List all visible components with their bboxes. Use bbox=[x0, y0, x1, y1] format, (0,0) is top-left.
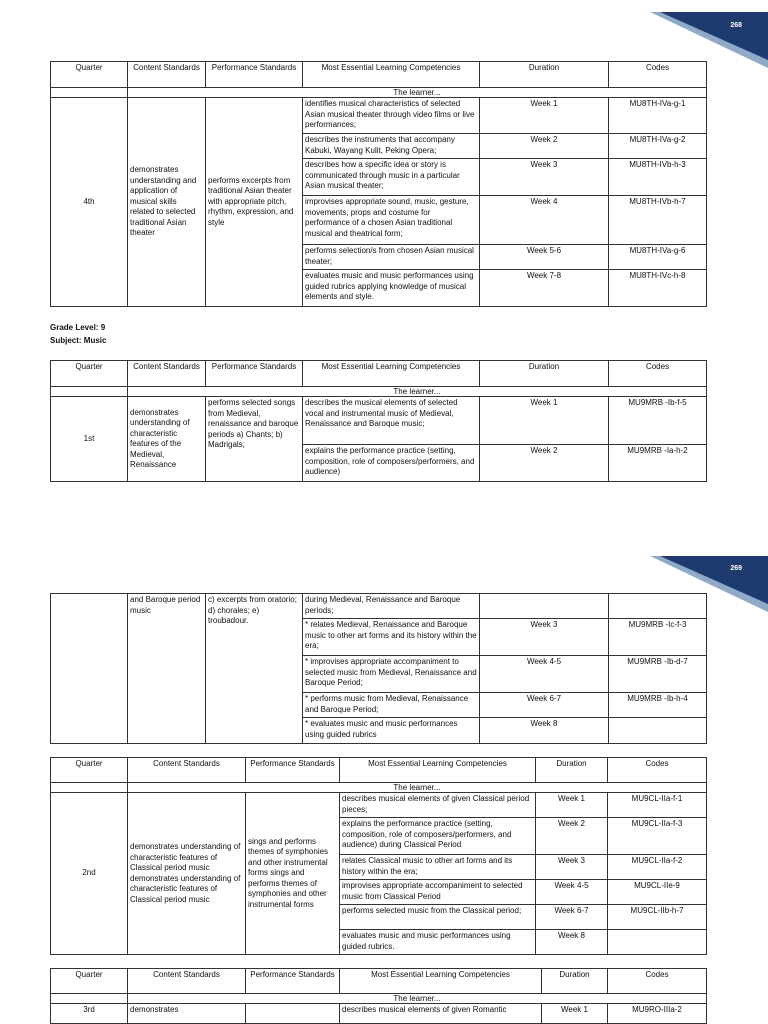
melc-cell: explains the performance practice (setting, composition, role of composers/performers, and audience) during Classical Period bbox=[340, 818, 536, 855]
header-quarter: Quarter bbox=[51, 361, 128, 387]
duration-cell: Week 1 bbox=[542, 1004, 608, 1024]
duration-cell: Week 2 bbox=[536, 818, 608, 855]
code-cell: MU8TH-IVb-h-7 bbox=[609, 196, 707, 245]
duration-cell: Week 1 bbox=[536, 793, 608, 818]
header-content-standards: Content Standards bbox=[128, 969, 246, 994]
page-number: 269 bbox=[730, 565, 742, 572]
melc-cell: * improvises appropriate accompaniment to selected music from Medieval, Renaissance and Baroque Period; bbox=[303, 656, 480, 693]
duration-cell: Week 7-8 bbox=[480, 270, 609, 307]
code-cell: MU9MRB -Ib-f-5 bbox=[609, 397, 707, 445]
melc-cell: * relates Medieval, Renaissance and Baroque music to other art forms and its history within the era; bbox=[303, 619, 480, 656]
code-cell: MU9CL-IIa-f-1 bbox=[608, 793, 707, 818]
quarter-cell: 1st bbox=[51, 397, 128, 482]
performance-standard: performs excerpts from traditional Asian theater with appropriate pitch, rhythm, expression, and style bbox=[206, 98, 303, 307]
duration-cell: Week 3 bbox=[480, 159, 609, 196]
header-quarter: Quarter bbox=[51, 62, 128, 88]
grade9-q3-table bbox=[50, 968, 707, 1024]
duration-cell: Week 3 bbox=[536, 855, 608, 880]
duration-cell: Week 4 bbox=[480, 196, 609, 245]
melc-cell: evaluates music and music performances using guided rubrics. bbox=[340, 930, 536, 955]
performance-standard bbox=[246, 1004, 340, 1024]
content-standard: demonstrates understanding of characteristic features of the Medieval, Renaissance bbox=[128, 397, 206, 482]
content-standard: demonstrates bbox=[128, 1004, 246, 1024]
melc-cell: describes how a specific idea or story is communicated through music in a particular Asian musical theater; bbox=[303, 159, 480, 196]
duration-cell: Week 8 bbox=[480, 718, 609, 744]
blank-cell bbox=[51, 88, 128, 98]
page-corner-tab bbox=[650, 12, 768, 68]
code-cell: MU9CL-IIe-9 bbox=[608, 880, 707, 905]
melc-cell: performs selected music from the Classical period; bbox=[340, 905, 536, 930]
content-standard: and Baroque period music bbox=[128, 594, 206, 744]
performance-standard: c) excerpts from oratorio; d) chorales; e) troubadour. bbox=[206, 594, 303, 744]
header-codes: Codes bbox=[608, 969, 707, 994]
code-cell bbox=[609, 718, 707, 744]
duration-cell: Week 4-5 bbox=[536, 880, 608, 905]
melc-cell: describes the instruments that accompany Kabuki, Wayang Kulit, Peking Opera; bbox=[303, 134, 480, 159]
duration-cell: Week 8 bbox=[536, 930, 608, 955]
header-quarter: Quarter bbox=[51, 969, 128, 994]
header-melc: Most Essential Learning Competencies bbox=[303, 62, 480, 88]
duration-cell: Week 2 bbox=[480, 134, 609, 159]
header-codes: Codes bbox=[608, 758, 707, 783]
header-codes: Codes bbox=[609, 361, 707, 387]
duration-cell: Week 6-7 bbox=[536, 905, 608, 930]
code-cell: MU9MRB -Ia-h-2 bbox=[609, 445, 707, 482]
header-content-standards: Content Standards bbox=[128, 361, 206, 387]
grade9-q2-table bbox=[50, 757, 707, 955]
code-cell: MU9CL-IIa-f-2 bbox=[608, 855, 707, 880]
blank-cell bbox=[51, 387, 128, 397]
header-performance-standards: Performance Standards bbox=[206, 62, 303, 88]
melc-cell: during Medieval, Renaissance and Baroque periods; bbox=[303, 594, 480, 619]
code-cell: MU9MRB -Ib-h-4 bbox=[609, 693, 707, 718]
duration-cell: Week 6-7 bbox=[480, 693, 609, 718]
content-standard: demonstrates understanding and application of musical skills related to selected traditional Asian theater bbox=[128, 98, 206, 307]
code-cell: MU8TH-IVa-g-1 bbox=[609, 98, 707, 134]
grade9-q1-continued-table bbox=[50, 593, 707, 744]
blank-cell bbox=[51, 783, 128, 793]
duration-cell: Week 3 bbox=[480, 619, 609, 656]
header-melc: Most Essential Learning Competencies bbox=[340, 758, 536, 783]
header-duration: Duration bbox=[536, 758, 608, 783]
melc-cell: improvises appropriate accompaniment to selected music from Classical Period bbox=[340, 880, 536, 905]
content-standard: demonstrates understanding of characteristic features of Classical period music demonstrates understanding of characteristic features of Classical period music bbox=[128, 793, 246, 955]
subject-label: Subject: Music bbox=[50, 336, 107, 345]
code-cell: MU9CL-IIb-h-7 bbox=[608, 905, 707, 930]
code-cell: MU9MRB -Ic-f-3 bbox=[609, 619, 707, 656]
header-melc: Most Essential Learning Competencies bbox=[340, 969, 542, 994]
melc-cell: * evaluates music and music performances using guided rubrics bbox=[303, 718, 480, 744]
header-melc: Most Essential Learning Competencies bbox=[303, 361, 480, 387]
code-cell: MU9CL-IIa-f-3 bbox=[608, 818, 707, 855]
melc-cell: improvises appropriate sound, music, gesture, movements, props and costume for performance of a chosen Asian traditional musical and theatrical form; bbox=[303, 196, 480, 245]
duration-cell: Week 1 bbox=[480, 397, 609, 445]
header-performance-standards: Performance Standards bbox=[246, 969, 340, 994]
melc-cell: explains the performance practice (setting, composition, role of composers/performers, and audience) bbox=[303, 445, 480, 482]
quarter-cell: 2nd bbox=[51, 793, 128, 955]
code-cell: MU9RO-IIIa-2 bbox=[608, 1004, 707, 1024]
duration-cell: Week 2 bbox=[480, 445, 609, 482]
learner-row: The learner... bbox=[128, 387, 707, 397]
duration-cell: Week 5-6 bbox=[480, 245, 609, 270]
melc-cell: identifies musical characteristics of selected Asian musical theater through video films or live performances; bbox=[303, 98, 480, 134]
header-duration: Duration bbox=[480, 62, 609, 88]
code-cell: MU9MRB -Ib-d-7 bbox=[609, 656, 707, 693]
blank-cell bbox=[51, 994, 128, 1004]
header-duration: Duration bbox=[480, 361, 609, 387]
learner-row: The learner... bbox=[128, 994, 707, 1004]
duration-cell bbox=[480, 594, 609, 619]
quarter-cell: 4th bbox=[51, 98, 128, 307]
blank-cell bbox=[51, 594, 128, 744]
code-cell: MU8TH-IVa-g-6 bbox=[609, 245, 707, 270]
page-number: 268 bbox=[730, 22, 742, 29]
performance-standard: performs selected songs from Medieval, renaissance and baroque periods a) Chants; b) Madrigals; bbox=[206, 397, 303, 482]
duration-cell: Week 1 bbox=[480, 98, 609, 134]
code-cell: MU8TH-IVb-h-3 bbox=[609, 159, 707, 196]
code-cell bbox=[608, 930, 707, 955]
header-content-standards: Content Standards bbox=[128, 62, 206, 88]
melc-cell: evaluates music and music performances using guided rubrics applying knowledge of musical elements and style. bbox=[303, 270, 480, 307]
grade-level-label: Grade Level: 9 bbox=[50, 323, 106, 332]
melc-cell: describes musical elements of given Romantic bbox=[340, 1004, 542, 1024]
learner-row: The learner... bbox=[128, 88, 707, 98]
melc-cell: describes musical elements of given Classical period pieces; bbox=[340, 793, 536, 818]
header-performance-standards: Performance Standards bbox=[246, 758, 340, 783]
duration-cell: Week 4-5 bbox=[480, 656, 609, 693]
melc-cell: performs selection/s from chosen Asian musical theater; bbox=[303, 245, 480, 270]
learner-row: The learner... bbox=[128, 783, 707, 793]
code-cell: MU8TH-IVa-g-2 bbox=[609, 134, 707, 159]
header-content-standards: Content Standards bbox=[128, 758, 246, 783]
grade8-q4-table bbox=[50, 61, 707, 307]
header-duration: Duration bbox=[542, 969, 608, 994]
code-cell: MU8TH-IVc-h-8 bbox=[609, 270, 707, 307]
grade9-q1-table bbox=[50, 360, 707, 482]
header-quarter: Quarter bbox=[51, 758, 128, 783]
code-cell bbox=[609, 594, 707, 619]
header-performance-standards: Performance Standards bbox=[206, 361, 303, 387]
melc-cell: relates Classical music to other art forms and its history within the era; bbox=[340, 855, 536, 880]
quarter-cell: 3rd bbox=[51, 1004, 128, 1024]
melc-cell: describes the musical elements of selected vocal and instrumental music of Medieval, Renaissance and Baroque music; bbox=[303, 397, 480, 445]
melc-cell: * performs music from Medieval, Renaissance and Baroque Period; bbox=[303, 693, 480, 718]
performance-standard: sings and performs themes of symphonies and other instrumental forms sings and performs themes of symphonies and other instrumental forms bbox=[246, 793, 340, 955]
header-codes: Codes bbox=[609, 62, 707, 88]
